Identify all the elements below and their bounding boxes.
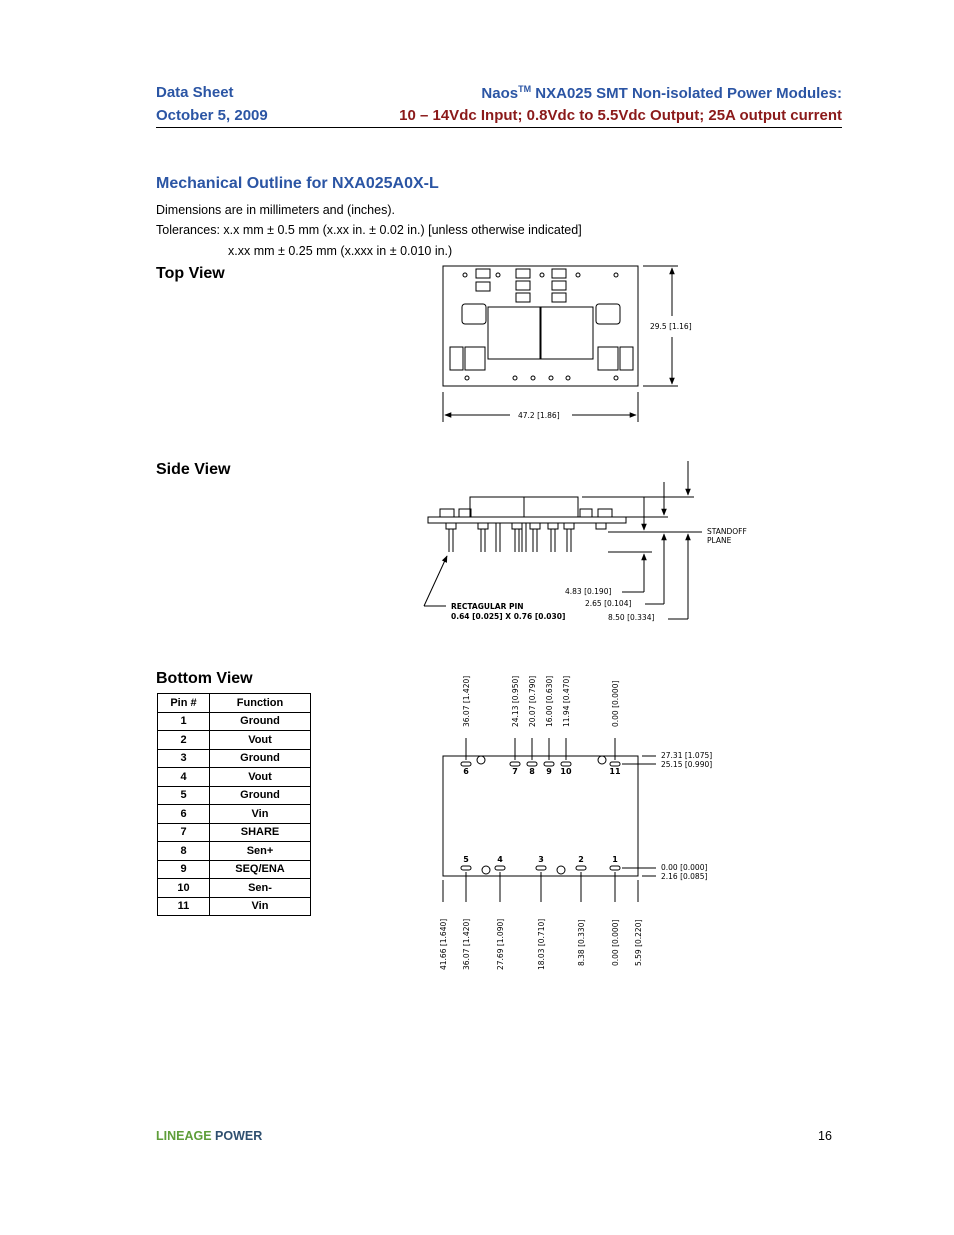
bottom-right-dim: 0.00 [0.000] [661, 863, 708, 872]
pin-number-cell: 3 [158, 749, 210, 768]
pin-number-cell: 2 [158, 731, 210, 750]
hole [540, 273, 544, 277]
bottom-bottom-dim: 36.07 [1.420] [462, 918, 471, 970]
bottom-top-dim: 11.94 [0.470] [562, 675, 571, 727]
table-row [158, 879, 311, 898]
side-dim-1: 4.83 [0.190] [565, 587, 612, 596]
bottom-bottom-dim: 18.03 [0.710] [537, 918, 546, 970]
pin-number-cell: 9 [158, 860, 210, 879]
column-header: Pin # [158, 694, 210, 713]
component [462, 304, 486, 324]
pin-number-cell: 10 [158, 879, 210, 898]
top-width-dim: 47.2 [1.86] [518, 411, 560, 420]
doc-date: October 5, 2009 [156, 107, 268, 124]
pin-function-cell: Ground [210, 786, 311, 805]
component [552, 293, 566, 302]
pin-function-cell: SHARE [210, 823, 311, 842]
hole [513, 376, 517, 380]
pin-note-2: 0.64 [0.025] X 0.76 [0.030] [451, 612, 566, 621]
bottom-top-dim: 20.07 [0.790] [528, 675, 537, 727]
pin-label: 7 [512, 767, 518, 776]
bottom-right-dim: 2.16 [0.085] [661, 872, 708, 881]
hole [566, 376, 570, 380]
side-view-drawing [424, 461, 702, 619]
pin-function-cell: Vout [210, 731, 311, 750]
product-name: NXA025 SMT Non-isolated Power Modules: [535, 85, 842, 102]
inductor [488, 307, 540, 359]
pin-label: 3 [538, 855, 544, 864]
pin-number-cell: 4 [158, 768, 210, 787]
pin-label: 4 [497, 855, 503, 864]
pin-number-cell: 1 [158, 712, 210, 731]
hole [576, 273, 580, 277]
footer-brand [156, 1129, 262, 1143]
tolerance-line-2: x.xx mm ± 0.25 mm (x.xxx in ± 0.010 in.) [228, 244, 453, 258]
bottom-top-dim: 16.00 [0.630] [545, 675, 554, 727]
component [476, 269, 490, 278]
table-header-row [158, 694, 311, 713]
bottom-top-dim: 24.13 [0.950] [511, 675, 520, 727]
pin-number-cell: 11 [158, 897, 210, 916]
bottom-view-label: Bottom View [156, 670, 253, 687]
pin-number-cell: 6 [158, 805, 210, 824]
pin-label: 11 [609, 767, 621, 776]
dimension-note: Dimensions are in millimeters and (inches). [156, 203, 395, 217]
component [596, 304, 620, 324]
bottom-bottom-dim: 8.38 [0.330] [577, 919, 586, 966]
component [516, 269, 530, 278]
hole [463, 273, 467, 277]
column-header: Function [210, 694, 311, 713]
hole [496, 273, 500, 277]
hole [477, 756, 485, 764]
pin-function-cell: SEQ/ENA [210, 860, 311, 879]
brand-power: POWER [215, 1129, 263, 1143]
pin-function-cell: Sen+ [210, 842, 311, 861]
table-row [158, 731, 311, 750]
hole [465, 376, 469, 380]
component [552, 269, 566, 278]
table-row [158, 842, 311, 861]
component [598, 347, 618, 370]
pin-function-cell: Vin [210, 897, 311, 916]
side-dim-2: 2.65 [0.104] [585, 599, 632, 608]
component [465, 347, 485, 370]
pin-label: 2 [578, 855, 584, 864]
pin-number-cell: 7 [158, 823, 210, 842]
bottom-bottom-dim: 5.59 [0.220] [634, 919, 643, 966]
section-title: Mechanical Outline for NXA025A0X-L [156, 175, 439, 192]
table-row [158, 860, 311, 879]
product-prefix: Naos [481, 85, 519, 102]
table-row [158, 823, 311, 842]
bottom-bottom-dim: 0.00 [0.000] [611, 919, 620, 966]
pin-label: 5 [463, 855, 469, 864]
pin-function-cell: Ground [210, 749, 311, 768]
pin-function-table [157, 693, 311, 916]
pin-function-cell: Ground [210, 712, 311, 731]
bottom-right-dim: 25.15 [0.990] [661, 760, 713, 769]
bottom-bottom-dim: 27.69 [1.090] [496, 918, 505, 970]
hole [614, 273, 618, 277]
pin-function-cell: Vin [210, 805, 311, 824]
hole [557, 866, 565, 874]
table-row [158, 897, 311, 916]
bottom-bottom-dim: 41.66 [1.640] [439, 918, 448, 970]
hole [598, 756, 606, 764]
hole [531, 376, 535, 380]
top-view-label: Top View [156, 265, 225, 282]
pin-number-cell: 5 [158, 786, 210, 805]
table-row [158, 749, 311, 768]
bottom-top-dim: 0.00 [0.000] [611, 680, 620, 727]
component [620, 347, 633, 370]
pin-label: 9 [546, 767, 552, 776]
page-number: 16 [818, 1129, 832, 1143]
brand-lineage: LINEAGE [156, 1129, 212, 1143]
bottom-view-drawing [443, 738, 656, 902]
pin-function-cell: Sen- [210, 879, 311, 898]
side-board [428, 517, 626, 523]
standoff-label-1: STANDOFF [707, 527, 747, 536]
inductor [541, 307, 593, 359]
bottom-right-dim: 27.31 [1.075] [661, 751, 713, 760]
component [450, 347, 463, 370]
trademark: TM [518, 84, 532, 94]
pin-label: 8 [529, 767, 535, 776]
side-dim-3: 8.50 [0.334] [608, 613, 655, 622]
table-row [158, 805, 311, 824]
doc-type: Data Sheet [156, 84, 234, 101]
side-view-label: Side View [156, 461, 231, 478]
hole [614, 376, 618, 380]
top-height-dim: 29.5 [1.16] [650, 322, 692, 331]
pin-label: 10 [560, 767, 572, 776]
standoff-label-2: PLANE [707, 536, 732, 545]
component [516, 293, 530, 302]
component [552, 281, 566, 290]
component [476, 282, 490, 291]
tolerance-line-1: Tolerances: x.x mm ± 0.5 mm (x.xx in. ± 0.02 in.) [unless otherwise indicated] [156, 223, 582, 237]
hole [482, 866, 490, 874]
top-view-drawing [443, 266, 678, 422]
pin-note-1: RECTAGULAR PIN [451, 602, 524, 611]
product-subtitle: 10 – 14Vdc Input; 0.8Vdc to 5.5Vdc Output; 25A output current [399, 107, 842, 124]
table-row [158, 786, 311, 805]
pin-number-cell: 8 [158, 842, 210, 861]
pin-function-cell: Vout [210, 768, 311, 787]
component [516, 281, 530, 290]
pin-label: 6 [463, 767, 469, 776]
pin-label: 1 [612, 855, 618, 864]
bottom-top-dim: 36.07 [1.420] [462, 675, 471, 727]
hole [549, 376, 553, 380]
table-row [158, 712, 311, 731]
table-row [158, 768, 311, 787]
